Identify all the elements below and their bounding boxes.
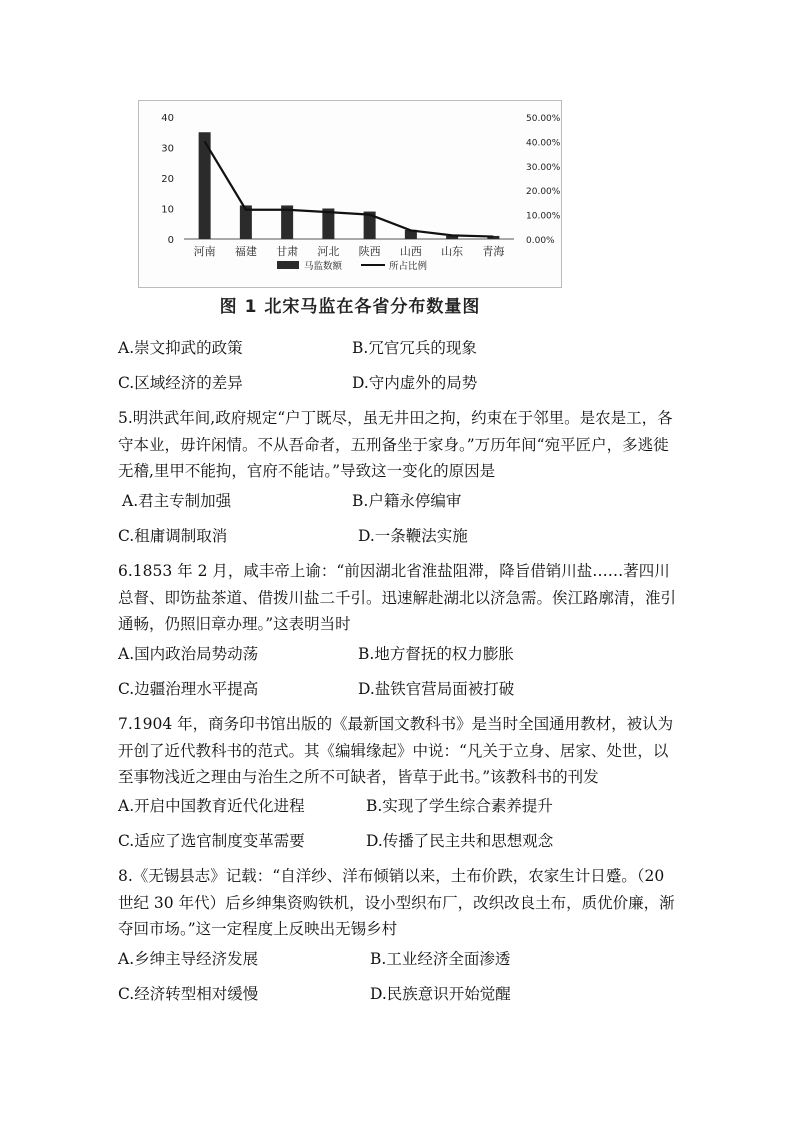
y-tick-label: 30 bbox=[161, 143, 174, 155]
q7-option-d: D.传播了民主共和思想观念 bbox=[366, 832, 554, 850]
y2-tick-label: 10.00% bbox=[526, 211, 561, 222]
y2-tick-label: 40.00% bbox=[526, 138, 561, 149]
q8-option-a: A.乡绅主导经济发展 bbox=[118, 950, 259, 968]
y-tick-label: 10 bbox=[161, 204, 174, 216]
horse-farm-chart bbox=[139, 101, 561, 287]
y2-tick-label: 30.00% bbox=[526, 162, 561, 173]
q4-option-b: B.冗官冗兵的现象 bbox=[352, 339, 477, 357]
x-tick-label: 甘肃 bbox=[276, 245, 299, 258]
q7-stem: 7.1904 年，商务印书馆出版的《最新国文教科书》是当时全国通用教材，被认为开创了近代教科书的范式。其《编辑缘起》中说：“凡关于立身、居家、处世，以至事物浅近之理由与治生之所不可缺者，皆草于此书。”该教科书的刊发 bbox=[118, 715, 674, 786]
q5-stem: 5.明洪武年间,政府规定“户丁既尽，虽无井田之拘，约束在于邻里。是农是工，各守本业，毋许闲情。不从吾命者，五刑备坐于家身。”万历年间“宛平匠户，多逃徙无稽,里甲不能拘，官府不能诘。”导致这一变化的原因是 bbox=[118, 409, 673, 480]
chart-frame bbox=[138, 100, 562, 288]
legend-label-line: 所占比例 bbox=[389, 261, 428, 272]
y2-tick-label: 20.00% bbox=[526, 187, 561, 198]
x-tick-label: 陕西 bbox=[358, 245, 381, 258]
q8-option-c: C.经济转型相对缓慢 bbox=[118, 985, 259, 1003]
q5-option-d: D.一条鞭法实施 bbox=[358, 527, 468, 545]
x-tick-label: 青海 bbox=[482, 245, 505, 258]
legend-swatch-bar bbox=[277, 261, 299, 269]
chart-figure bbox=[138, 100, 562, 322]
q6-stem: 6.1853 年 2 月，咸丰帝上谕：“前因湖北省淮盐阻滞，降旨借销川盐……著四川总督、即饬盐茶道、借拨川盐二千引。迅速解赴湖北以济急需。俟江路廓清，淮引通畅，仍照旧章办理。”这表明当时 bbox=[118, 562, 677, 633]
q7-option-a: A.开启中国教育近代化进程 bbox=[118, 797, 305, 815]
x-tick-label: 河南 bbox=[193, 245, 216, 258]
x-tick-label: 河北 bbox=[317, 245, 340, 258]
q6-option-a: A.国内政治局势动荡 bbox=[118, 645, 259, 663]
q4-option-a: A.崇文抑武的政策 bbox=[118, 339, 243, 357]
x-tick-label: 山西 bbox=[399, 245, 422, 258]
q7-option-c: C.适应了选官制度变革需要 bbox=[118, 832, 305, 850]
q4-option-c: C.区域经济的差异 bbox=[118, 374, 243, 392]
q8-option-b: B.工业经济全面渗透 bbox=[370, 950, 511, 968]
q6-option-d: D.盐铁官营局面被打破 bbox=[358, 680, 515, 698]
q5-option-b: B.户籍永停编审 bbox=[352, 492, 462, 510]
y2-tick-label: 0.00% bbox=[526, 236, 555, 246]
y-tick-label: 0 bbox=[167, 235, 174, 246]
figure-caption: 图 1 北宋马监在各省分布数量图 bbox=[219, 297, 481, 317]
legend-label-bar: 马监数额 bbox=[304, 261, 343, 272]
q6-option-b: B.地方督抚的权力膨胀 bbox=[358, 645, 514, 663]
q6-option-c: C.边疆治理水平提高 bbox=[118, 680, 259, 698]
q5-option-c: C.租庸调制取消 bbox=[118, 527, 228, 545]
q7-option-b: B.实现了学生综合素养提升 bbox=[366, 797, 553, 815]
y-tick-label: 20 bbox=[161, 174, 174, 185]
y2-tick-label: 50.00% bbox=[526, 114, 561, 124]
y-tick-label: 40 bbox=[161, 113, 174, 124]
q8-option-d: D.民族意识开始觉醒 bbox=[370, 985, 511, 1003]
x-tick-label: 山东 bbox=[441, 245, 464, 258]
q4-option-d: D.守内虚外的局势 bbox=[352, 374, 478, 392]
q8-stem: 8.《无锡县志》记载：“自洋纱、洋布倾销以来，土布价跌，农家生计日蹙。（20 世纪 30 年代）后乡绅集资购铁机，设小型织布厂，改织改良土布，质优价廉，渐夺回市场。”这一定程度上反映出无锡乡村 bbox=[118, 867, 675, 938]
q5-option-a: A.君主专制加强 bbox=[122, 492, 232, 510]
x-tick-label: 福建 bbox=[234, 245, 257, 258]
